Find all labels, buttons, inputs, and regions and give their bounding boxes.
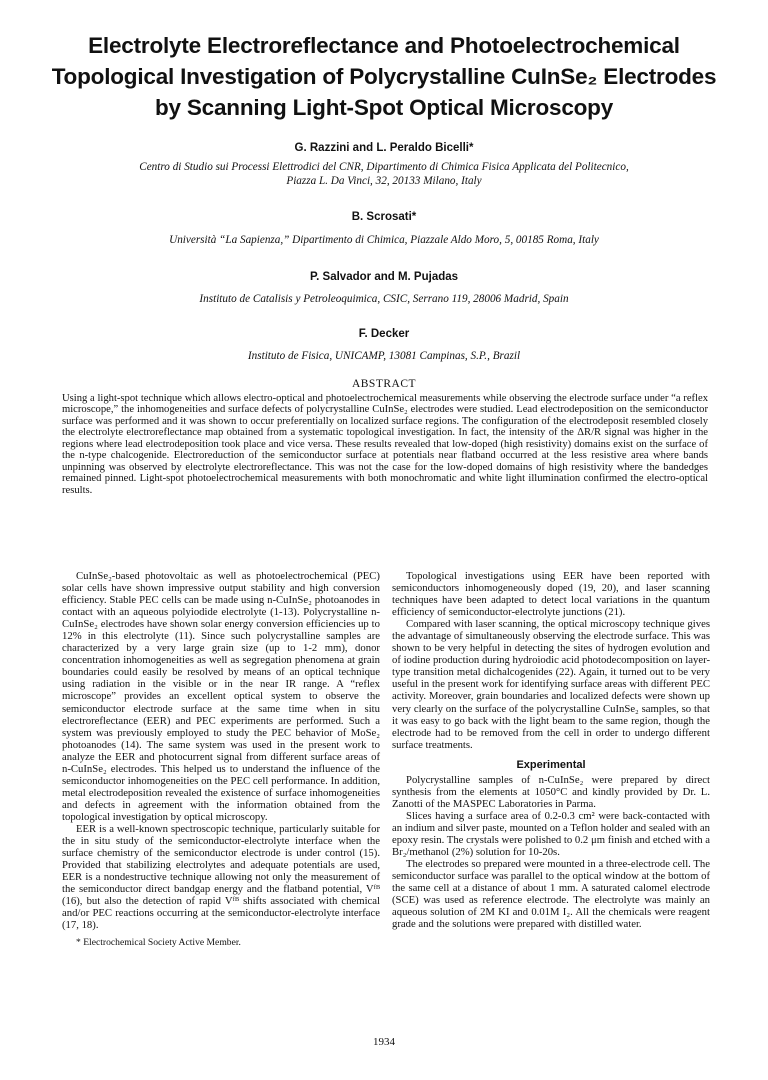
affiliation-3: Instituto de Catalisis y Petroleoquimica, CSIC, Serrano 119, 28006 Madrid, Spain	[199, 293, 569, 305]
body-paragraph: EER is a well-known spectroscopic technique, particularly suitable for the in situ study of the semiconductor-electrolyte interface when the surface chemistry of the semiconductor electrode is under control (15). Provided that stabilizing electrolytes and adequate potentials are used, EER is a nondestructive technique allowing not only the measurement of the semiconductor direct bandgap energy and the flatband potential, Vᶠᴮ (16), but also the detection of rapid Vᶠᴮ shifts associated with chemical and/or PEC reactions occurring at the semiconductor-electrolyte interface (17, 18).	[62, 822, 380, 932]
body-paragraph: The electrodes so prepared were mounted in a three-electrode cell. The semiconductor surface was parallel to the optical window at the bottom of the same cell at a distance of about 1 mm. A saturated calomel electrode (SCE) was used as reference electrode. The electrolyte was mainly an aqueous solution of 2M KI and 0.01M I₂. All the chemicals were reagent grade and the solutions were prepared with distilled water.	[392, 858, 710, 931]
footnote: * Electrochemical Society Active Member.	[76, 937, 241, 949]
left-column	[62, 570, 380, 949]
paper-title	[40, 30, 728, 123]
author-group-1: G. Razzini and L. Peraldo Bicelli*	[294, 142, 474, 154]
affiliation-4: Instituto de Fisica, UNICAMP, 13081 Campinas, S.P., Brazil	[247, 350, 521, 362]
author-group-4: F. Decker	[358, 328, 410, 340]
body-paragraph: Topological investigations using EER have been reported with semiconductors inhomogeneously doped (19, 20), and laser scanning techniques have been adapted to detect local variations in the quantum efficiency of semiconductor-electrolyte junctions (21).	[392, 570, 710, 619]
body-paragraph: Compared with laser scanning, the optical microscopy technique gives the advantage of simultaneously observing the electrode surface. This was shown to be very helpful in detecting the sites of hydrogen evolution and of iodine production during hydroiodic acid photodecomposition on layer-type transition metal dichalcogenides (22). Again, it turned out to be very useful in the present work for identifying surface areas with different PEC activity. Moreover, grain boundaries and localized defects were shown up very clearly on the surface of the polycrystalline CuInSe₂ samples, so that it was easy to go back with the light beam to the same region, though the electrode had to be removed from the cell in order to undergo different surface treatments.	[392, 618, 710, 751]
body-paragraph: Polycrystalline samples of n-CuInSe₂ were prepared by direct synthesis from the elements at 1050°C and kindly provided by Dr. L. Zanotti of the MASPEC Laboratories in Parma.	[392, 773, 710, 810]
affiliation-2: Università “La Sapienza,” Dipartimento di Chimica, Piazzale Aldo Moro, 5, 00185 Roma, Italy	[169, 234, 599, 246]
abstract-heading: ABSTRACT	[351, 378, 417, 390]
affiliation-1-line-2: Piazza L. Da Vinci, 32, 20133 Milano, Italy	[286, 175, 482, 187]
title-line-3: by Scanning Light-Spot Optical Microscopy	[154, 95, 614, 120]
section-heading: Experimental	[516, 758, 586, 771]
author-group-2: B. Scrosati*	[351, 211, 417, 223]
page-number: 1934	[373, 1036, 395, 1048]
title-line-1: Electrolyte Electroreflectance and Photoelectrochemical	[88, 33, 680, 58]
body-paragraph: CuInSe₂-based photovoltaic as well as photoelectrochemical (PEC) solar cells have shown impressive output stability and high conversion efficiency. Stable PEC cells can be made using n-CuInSe₂ photoanodes in contact with an aqueous polyiodide electrolyte (1-13). Polycrystalline n-CuInSe₂ electrodes have shown solar energy conversion efficiencies up to 12% in this electrolyte (11). Since such polycrystalline samples are characterized by a very large grain size (up to 1-2 mm), donor concentration inhomogeneities as well as segregation phenomena at grain boundaries could easily be resolved by means of an optical technique using radiation in the visible or in the near IR range. A “reflex microscope” provides an excellent optical system to observe the semiconductor electrode surface at the same time when in situ electroreflectance (EER) and PEC experiments are performed. Such a system was previously employed to study the PEC behavior of MoSe₂ photoanodes (14). The same system was used in the present work to analyze the EER and photocurrent signal from different surface areas of n-CuInSe₂ electrodes. This helped us to understand the influence of the semiconductor inhomogeneities on the PEC cell performance. In addition, metal electrodeposition revealed the existence of surface inhomogeneities and defects in agreement with the information obtained from the topological investigation by optical microscopy.	[62, 570, 380, 823]
affiliation-1-line-1: Centro di Studio sui Processi Elettrodici del CNR, Dipartimento di Chimica Fisica Applicata del Politecnico,	[139, 161, 629, 173]
title-line-2: Topological Investigation of Polycrystalline CuInSe₂ Electrodes	[51, 64, 717, 89]
author-group-3: P. Salvador and M. Pujadas	[309, 271, 459, 283]
affiliation-1	[60, 160, 708, 188]
body-paragraph: Slices having a surface area of 0.2-0.3 cm² were back-contacted with an indium and silver paste, mounted on a Teflon holder and sealed with an epoxy resin. The crystals were polished to 0.2 μm finish and etched with a Br₂/methanol (2%) solution for 10-20s.	[392, 809, 710, 859]
abstract-text: Using a light-spot technique which allows electro-optical and photoelectrochemical measurements while observing the electrode surface under “a reflex microscope,” the inhomogeneities and surface defects of polycrystalline CuInSe₂ electrodes were studied. Lead electrodeposition on the semiconductor surface was performed and it was shown to occur preferentially on localized surface regions. The configuration of the electrodeposit resembled closely the electrolyte electroreflectance map obtained from a systematic topological investigation. In fact, the intensity of the ΔR/R signal was higher in the regions where lead electrodeposition took place and vice versa. These results revealed that low-doped (high resistivity) domains exist on the surface of the n-type chalcogenide. Electroreduction of the semiconductor surface at potentials near flatband occurred at the less resistive area where bands unpinning was observed by electrolyte electroreflectance. This was not the case for the low-doped domains of high resistivity where the bandedges remained pinned. Light-spot photoelectrochemical measurements with both monochromatic and white light illumination confirmed the electro-optical results.	[62, 393, 708, 496]
right-column	[392, 570, 710, 930]
